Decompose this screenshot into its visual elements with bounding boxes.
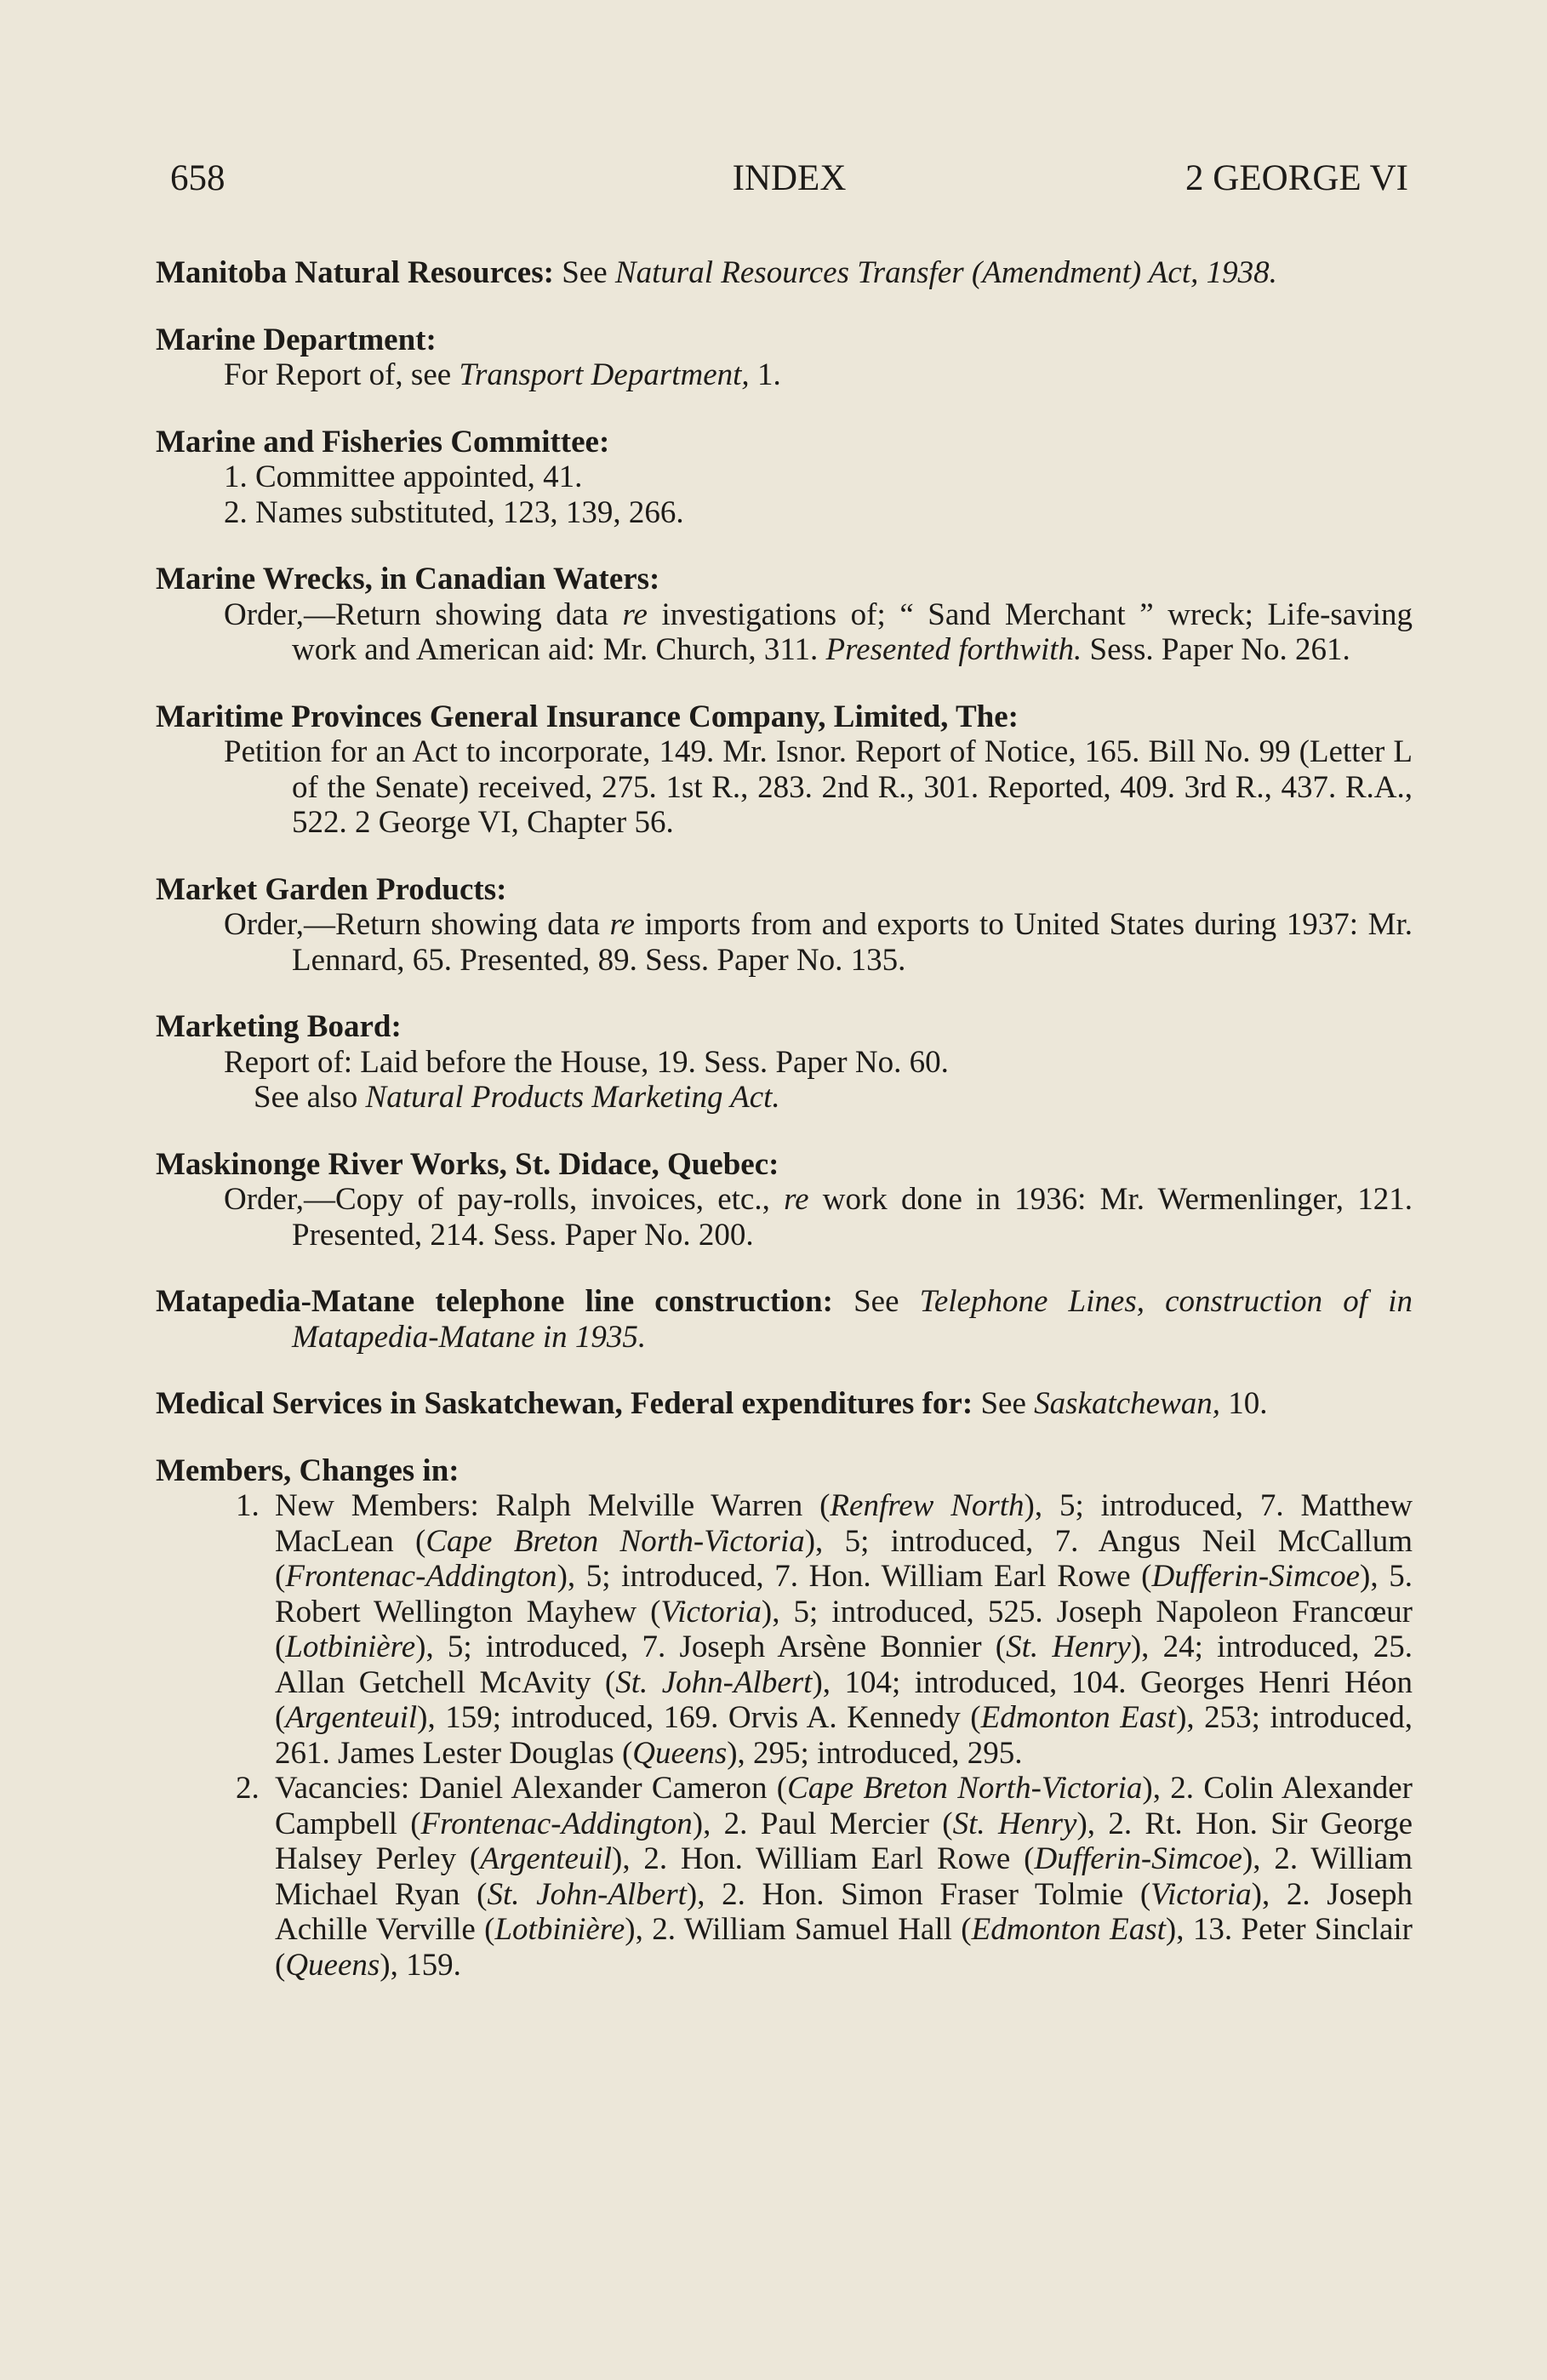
item-text-run: ), 2. Joseph Achille Verville ( [275,1876,1413,1947]
cross-reference: Transport Department, [459,357,750,392]
item-text-run: ), 13. Peter Sinclair ( [275,1912,1413,1983]
index-entry-marine-department [156,322,1413,393]
index-entry-members-changes [156,1453,1413,1983]
riding-name: St. Henry [1006,1629,1131,1664]
riding-name: Frontenac-Addington [285,1559,557,1594]
index-entry-market-garden-products [156,872,1413,979]
cross-reference: Natural Products Marketing Act. [365,1080,780,1115]
entry-subline: Order,—Copy of pay-rolls, invoices, etc., re work done in 1936: Mr. Wermenlinger, 121. Presented, 214. Sess. Paper No. 200. [224,1182,1413,1253]
entry-term: Marine Wrecks, in Canadian Waters: [156,562,660,596]
item-text [275,1771,1413,1983]
item-text-run: Vacancies: Daniel Alexander Cameron ( [275,1771,788,1806]
item-text-run: ), 253; introduced, 261. James Lester Douglas ( [275,1700,1413,1771]
index-entry-marine-wrecks [156,562,1413,668]
item-text-run: ), 5; introduced, 7. Hon. William Earl Rowe ( [557,1559,1152,1594]
item-text-run: ), 2. William Michael Ryan ( [275,1841,1413,1912]
entry-heading [156,1453,1413,1489]
riding-name: Argenteuil [285,1700,418,1735]
entry-subline: 1. Committee appointed, 41. [224,459,583,494]
riding-name: Lotbinière [285,1629,416,1664]
entry-heading [156,322,1413,358]
item-number: 1. [236,1488,260,1523]
entry-term: Members, Changes in: [156,1453,460,1488]
riding-name: Edmonton East [971,1912,1166,1947]
cross-reference: Telephone Lines, construction of in Matapedia-Matane in 1935. [292,1284,1413,1355]
entry-term: Marketing Board: [156,1009,402,1044]
riding-name: Victoria [1150,1876,1252,1912]
entry-term: Maskinonge River Works, St. Didace, Quebec: [156,1146,779,1182]
index-entries [156,255,1413,1983]
entry-heading: Medical Services in Saskatchewan, Federal expenditures for: See Saskatchewan, 10. [156,1386,1268,1421]
entry-term: Medical Services in Saskatchewan, Federal expenditures for: [156,1386,973,1421]
index-entry-matapedia-matane-telephone [156,1284,1413,1355]
item-text [275,1488,1413,1771]
page-title: INDEX [732,158,847,198]
entry-heading [156,1147,1413,1183]
entry-heading [156,1009,1413,1045]
riding-name: Victoria [660,1594,762,1629]
riding-name: Frontenac-Addington [420,1806,693,1841]
item-text-run: ), 24; introduced, 25. Allan Getchell McAvity ( [275,1629,1413,1700]
riding-name: Dufferin-Simcoe [1151,1559,1361,1594]
reign-year: 2 GEORGE VI [1185,158,1408,198]
members-vacancies-item [156,1771,1413,1983]
entry-term: Market Garden Products: [156,871,507,907]
entry-heading: Matapedia-Matane telephone line construction: See Telephone Lines, construction of in Matapedia-Matane in 1935. [156,1284,1413,1355]
riding-name: Dufferin-Simcoe [1034,1841,1242,1876]
entry-term: Maritime Provinces General Insurance Company, Limited, The: [156,699,1019,734]
item-text-run: ), 159. [380,1947,461,1983]
riding-name: Renfrew North [830,1488,1025,1523]
riding-name: Argenteuil [480,1841,612,1876]
entry-term: Marine Department: [156,322,437,357]
entry-heading: Manitoba Natural Resources: See Natural Resources Transfer (Amendment) Act, 1938. [156,255,1277,290]
cross-reference: Natural Resources Transfer (Amendment) Act, 1938. [614,255,1277,290]
index-entry-maskinonge-river-works [156,1147,1413,1253]
riding-name: Lotbinière [494,1912,625,1947]
index-entry-marketing-board [156,1009,1413,1116]
riding-name: Cape Breton North-Victoria [787,1771,1143,1806]
riding-name: St. Henry [952,1806,1077,1841]
riding-name: Edmonton East [980,1700,1177,1735]
item-text-run: ), 104; introduced, 104. Georges Henri Héon ( [275,1664,1413,1735]
item-text-run: ), 2. Rt. Hon. Sir George Halsey Perley ( [275,1806,1413,1876]
item-text-run: ), 2. William Samuel Hall ( [625,1912,972,1947]
entry-heading [156,425,1413,460]
item-text-run: ), 5; introduced, 7. Angus Neil McCallum ( [275,1523,1413,1594]
index-entry-maritime-provinces-insurance [156,699,1413,841]
cross-reference: Saskatchewan, [1034,1386,1220,1421]
entry-subline: Order,—Return showing data re imports from and exports to United States during 1937: Mr. Lennard, 65. Presented, 89. Sess. Paper No. 135. [224,907,1413,978]
item-text-run: ), 2. Hon. Simon Fraser Tolmie ( [686,1876,1151,1912]
riding-name: St. John-Albert [615,1664,813,1700]
riding-name: St. John-Albert [487,1876,687,1912]
entry-term: Marine and Fisheries Committee: [156,424,610,459]
entry-term: Matapedia-Matane telephone line construction: [156,1284,833,1319]
entry-subline: Order,—Return showing data re investigations of; “ Sand Merchant ” wreck; Life-saving work and American aid: Mr. Church, 311. Presented forthwith. Sess. Paper No. 261. [224,596,1413,667]
entry-heading [156,872,1413,908]
item-text-run: ), 5. Robert Wellington Mayhew ( [275,1559,1413,1629]
item-text-run: New Members: Ralph Melville Warren ( [275,1488,831,1523]
index-entry-marine-fisheries-committee [156,425,1413,531]
item-number: 2. [236,1771,260,1806]
entry-subline: Petition for an Act to incorporate, 149. Mr. Isnor. Report of Notice, 165. Bill No. 99 (Letter L of the Senate) received, 275. 1st R., 283. 2nd R., 301. Reported, 409. 3rd R., 437. R.A., 522. 2 George VI, Chapter 56. [224,734,1413,840]
item-text-run: ), 295; introduced, 295. [727,1735,1023,1771]
riding-name: Queens [632,1735,728,1771]
page-number: 658 [170,158,225,198]
riding-name: Cape Breton North-Victoria [425,1523,805,1559]
members-new-item [156,1488,1413,1771]
item-text-run: ), 2. Colin Alexander Campbell ( [275,1771,1413,1841]
entry-heading [156,562,1413,597]
entry-subline: See also Natural Products Marketing Act. [254,1080,780,1115]
entry-subline: 2. Names substituted, 123, 139, 266. [224,494,684,530]
item-text-run: ), 5; introduced, 7. Joseph Arsène Bonnier ( [415,1629,1007,1664]
entry-subline: For Report of, see Transport Department, 1. [224,357,781,392]
item-text-run: ), 159; introduced, 169. Orvis A. Kennedy ( [417,1700,981,1735]
riding-name: Queens [285,1947,380,1983]
entry-heading [156,699,1413,735]
item-text-run: ), 2. Hon. William Earl Rowe ( [612,1841,1035,1876]
item-text-run: ), 2. Paul Mercier ( [692,1806,953,1841]
index-entry-medical-services-saskatchewan [156,1386,1413,1422]
index-entry-manitoba-natural-resources [156,255,1413,291]
item-text-run: ), 5; introduced, 525. Joseph Napoleon Francœur ( [275,1594,1413,1664]
entry-subline: Report of: Laid before the House, 19. Sess. Paper No. 60. [224,1044,949,1080]
item-text-run: ), 5; introduced, 7. Matthew MacLean ( [275,1488,1413,1559]
entry-term: Manitoba Natural Resources: [156,255,554,290]
